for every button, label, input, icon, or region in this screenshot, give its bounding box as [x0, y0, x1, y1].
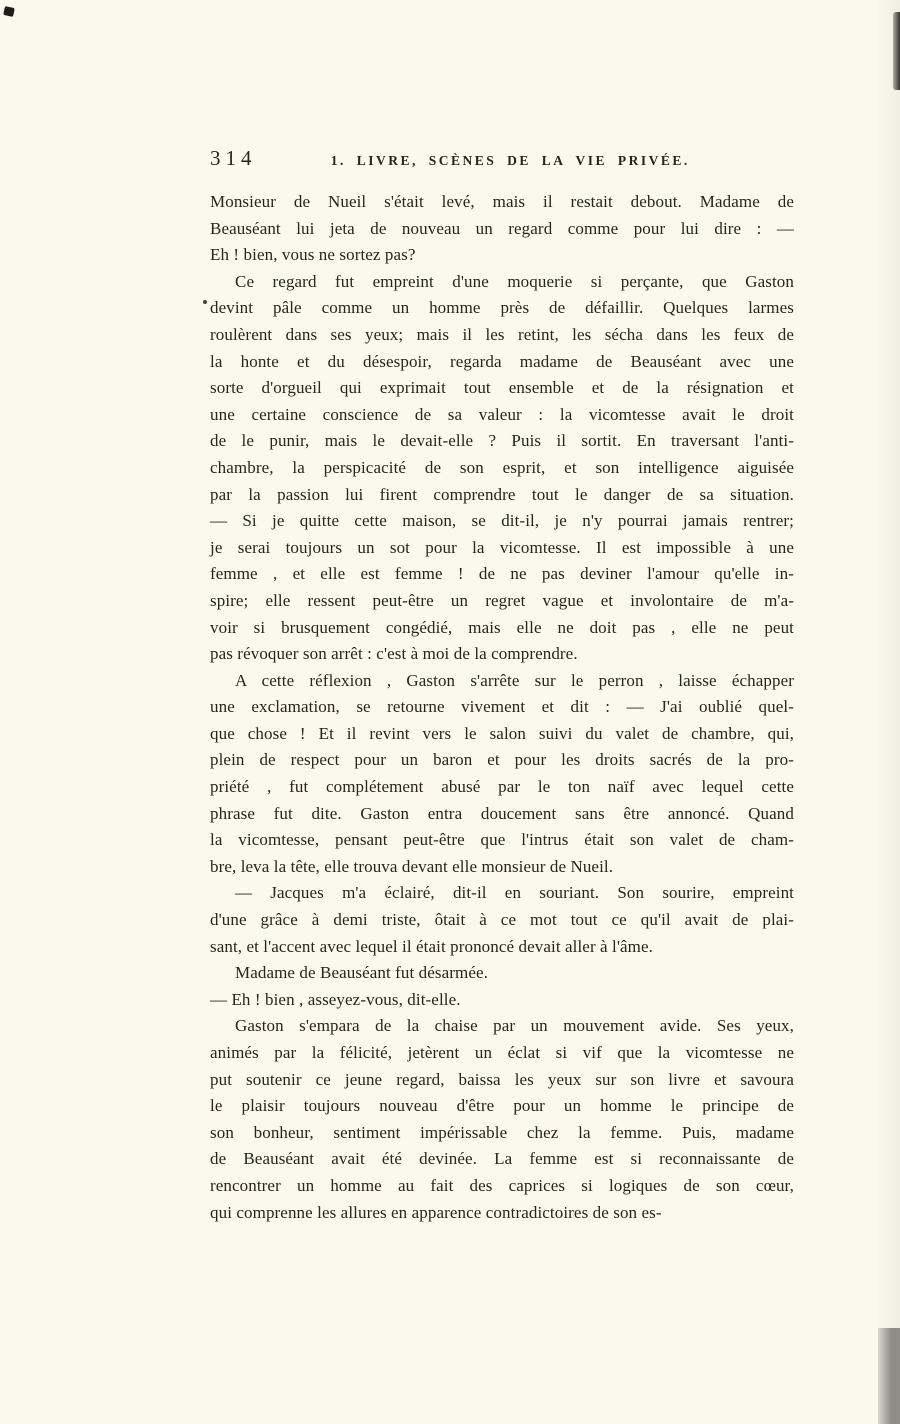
text-line: de Beauséant avait été devinée. La femme est si reconnaissante de	[210, 1149, 794, 1169]
running-title: 1. LIVRE, SCÈNES DE LA VIE PRIVÉE.	[330, 153, 690, 168]
text-line: spire; elle ressent peut-être un regret vague et involontaire de m'a-	[210, 590, 794, 610]
text-line: — Si je quitte cette maison, se dit-il, je n'y pourrai jamais rentrer;	[210, 511, 794, 531]
text-line: par la passion lui firent comprendre tout le danger de sa situation.	[210, 484, 794, 504]
text-line: une certaine conscience de sa valeur : la vicomtesse avait le droit	[210, 404, 794, 424]
paragraph	[210, 880, 794, 960]
scan-speck-margin	[203, 300, 207, 304]
text-line: plein de respect pour un baron et pour les droits sacrés de la pro-	[210, 750, 794, 770]
scan-band-bottom-right	[878, 1328, 900, 1424]
text-line: voir si brusquement congédié, mais elle ne doit pas , elle ne peut	[210, 617, 794, 637]
text-line: put soutenir ce jeune regard, baissa les yeux sur son livre et savoura	[210, 1069, 794, 1089]
text-line: Madame de Beauséant fut désarmée.	[235, 963, 488, 983]
scan-speck-top-left	[3, 6, 15, 17]
paragraph	[210, 269, 794, 668]
paragraph	[210, 1013, 794, 1226]
text-line: animés par la félicité, jetèrent un éclat si vif que la vicomtesse ne	[210, 1043, 794, 1062]
text-line: que chose ! Et il revint vers le salon suivi du valet de chambre, qui,	[210, 723, 794, 743]
text-line: d'une grâce à demi triste, ôtait à ce mot tout ce qu'il avait de plai-	[210, 910, 794, 930]
text-line: qui comprenne les allures en apparence contradictoires de son es-	[210, 1202, 662, 1222]
text-line: Gaston s'empara de la chaise par un mouvement avide. Ses yeux,	[235, 1016, 794, 1036]
page-header	[210, 146, 794, 171]
text-line: le plaisir toujours nouveau d'être pour un homme le principe de	[210, 1096, 794, 1116]
page-number: 314	[210, 146, 257, 170]
paragraph	[210, 189, 794, 269]
text-line: chambre, la perspicacité de son esprit, et son intelligence aiguisée	[210, 457, 794, 477]
text-line: Eh ! bien, vous ne sortez pas?	[210, 245, 416, 265]
paragraph	[210, 960, 794, 987]
text-line: A cette réflexion , Gaston s'arrête sur le perron , laisse échapper	[235, 670, 794, 690]
text-line: la vicomtesse, pensant peut-être que l'intrus était son valet de cham-	[210, 830, 794, 850]
text-line: priété , fut complétement abusé par le ton naïf avec lequel cette	[210, 777, 794, 797]
text-line: femme , et elle est femme ! de ne pas deviner l'amour qu'elle in-	[210, 564, 794, 584]
text-line: Beauséant lui jeta de nouveau un regard comme pour lui dire : —	[210, 218, 794, 238]
text-line: je serai toujours un sot pour la vicomtesse. Il est impossible à une	[210, 537, 794, 557]
page-body	[210, 189, 794, 1226]
text-line: pas révoquer son arrêt : c'est à moi de la comprendre.	[210, 644, 578, 664]
text-line: sorte d'orgueil qui exprimait tout ensemble et de la résignation et	[210, 378, 794, 398]
text-line: rencontrer un homme au fait des caprices si logiques de son cœur,	[210, 1175, 794, 1195]
scan-mark-top-right	[893, 12, 900, 90]
paragraph	[210, 987, 794, 1014]
paragraph	[210, 668, 794, 881]
text-line: phrase fut dite. Gaston entra doucement sans être annoncé. Quand	[210, 803, 794, 823]
text-line: Ce regard fut empreint d'une moquerie si perçante, que Gaston	[235, 271, 794, 291]
text-line: bre, leva la tête, elle trouva devant elle monsieur de Nueil.	[210, 856, 614, 876]
text-line: devint pâle comme un homme près de défaillir. Quelques larmes	[210, 298, 794, 318]
text-line: — Eh ! bien , asseyez-vous, dit-elle.	[210, 989, 461, 1009]
text-line: la honte et du désespoir, regarda madame de Beauséant avec une	[210, 351, 794, 371]
text-line: de le punir, mais le devait-elle ? Puis il sortit. En traversant l'anti-	[210, 431, 794, 451]
text-line: Monsieur de Nueil s'était levé, mais il restait debout. Madame de	[210, 192, 794, 211]
text-line: sant, et l'accent avec lequel il était prononcé devait aller à l'âme.	[210, 936, 654, 956]
text-line: son bonheur, sentiment impérissable chez la femme. Puis, madame	[210, 1122, 794, 1142]
text-line: une exclamation, se retourne vivement et dit : — J'ai oublié quel-	[210, 697, 794, 717]
scan-edge-shade	[876, 0, 900, 1424]
text-line: roulèrent dans ses yeux; mais il les retint, les sécha dans les feux de	[210, 324, 794, 344]
text-line: — Jacques m'a éclairé, dit-il en souriant. Son sourire, empreint	[235, 883, 794, 903]
